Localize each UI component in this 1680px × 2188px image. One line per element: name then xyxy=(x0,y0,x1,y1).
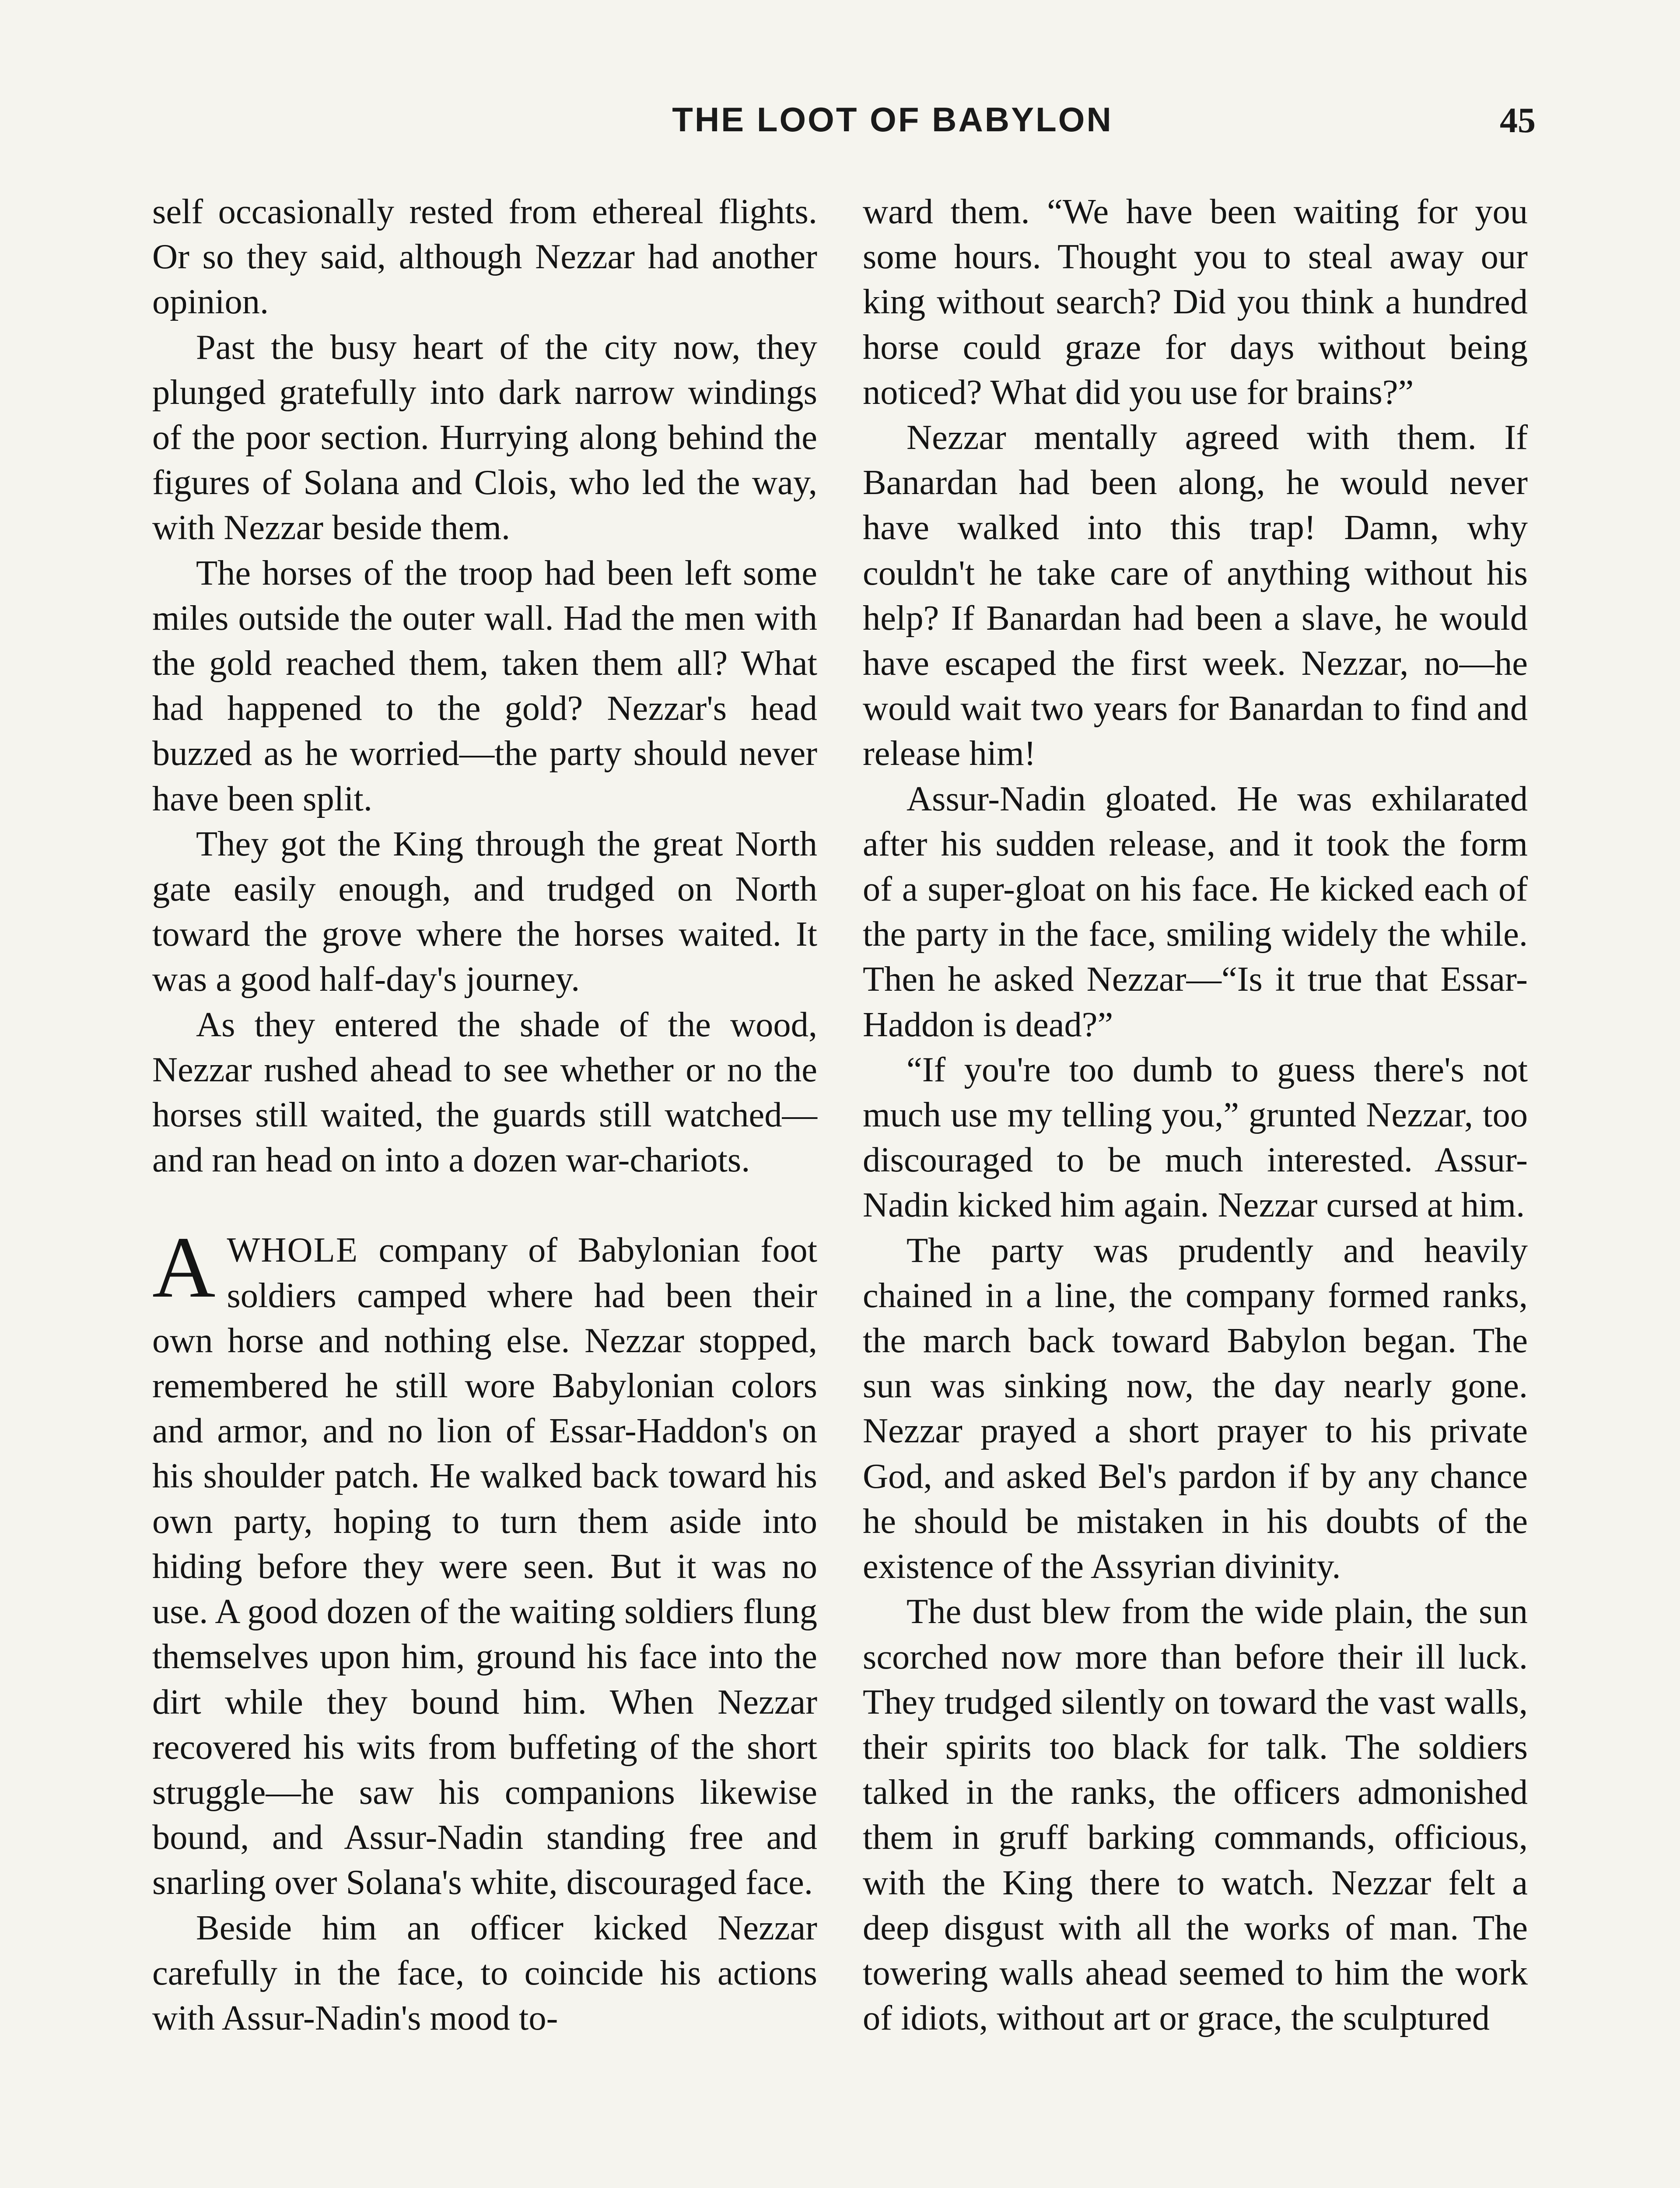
page-number: 45 xyxy=(1500,100,1536,140)
paragraph: The horses of the troop had been left some miles outside the outer wall. Had the men with the gold reached them, taken them all? What had happened to the gold? Nezzar's head buzzed as he worried—the party should never have been split. xyxy=(152,553,817,818)
paragraph: The party was prudently and heavily chained in a line, the company formed ranks, the march back toward Babylon began. The sun was sinking now, the day nearly gone. Nezzar prayed a short prayer to his private God, and asked Bel's pardon if by any chance he should be mistaken in his doubts of the existence of the Assyrian divinity. xyxy=(863,1231,1528,1586)
paragraph-text: company of Babylonian foot soldiers camped where had been their own horse and nothing else. Nezzar stopped, remembered he still wore Babylonian colors and armor, and no lion of Essar-Haddon's on his shoulder patch. He walked back toward his own party, hoping to turn them aside into hiding before they were seen. But it was no use. A good dozen of the waiting soldiers flung themselves upon him, ground his face into the dirt while they bound him. When Nezzar recovered his wits from buffeting of the short struggle—he saw his companions likewise bound, and Assur-Nadin standing free and snarling over Solana's white, discouraged face. xyxy=(152,1231,817,1902)
paragraph: “If you're too dumb to guess there's not much use my telling you,” grunted Nezzar, too discouraged to be much interested. Assur-Nadin kicked him again. Nezzar cursed at him. xyxy=(863,1050,1528,1225)
right-column xyxy=(863,189,1528,2041)
drop-cap: A xyxy=(152,1219,216,1316)
lead-in-caps: WHOLE xyxy=(227,1231,359,1270)
left-column xyxy=(152,189,817,2041)
drop-cap-paragraph xyxy=(152,1219,817,1905)
paragraph: As they entered the shade of the wood, Nezzar rushed ahead to see whether or no the horses still waited, the guards still watched—and ran head on into a dozen war-chariots. xyxy=(152,1005,817,1180)
paragraph: Beside him an officer kicked Nezzar carefully in the face, to coincide his actions with Assur-Nadin's mood to- xyxy=(152,1908,817,2037)
section-break xyxy=(152,1182,817,1227)
paragraph: ward them. “We have been waiting for you some hours. Thought you to steal away our king without search? Did you think a hundred horse could graze for days without being noticed? What did you use for brains?” xyxy=(863,192,1528,412)
paragraph: They got the King through the great North gate easily enough, and trudged on North toward the grove where the horses waited. It was a good half-day's journey. xyxy=(152,824,817,999)
running-title: THE LOOT OF BABYLON xyxy=(672,100,1113,139)
paragraph: Nezzar mentally agreed with them. If Banardan had been along, he would never have walked into this trap! Damn, why couldn't he take care of anything without his help? If Banardan had been a slave, he would have escaped the first week. Nezzar, no—he would wait two years for Banardan to find and release him! xyxy=(863,418,1528,773)
paragraph: The dust blew from the wide plain, the sun scorched now more than before their ill luck. They trudged silently on toward the vast walls, their spirits too black for talk. The soldiers talked in the ranks, the officers admonished them in gruff barking commands, officious, with the King there to watch. Nezzar felt a deep disgust with all the works of man. The towering walls ahead seemed to him the work of idiots, without art or grace, the sculptured xyxy=(863,1592,1528,2038)
paragraph: Assur-Nadin gloated. He was exhilarated after his sudden release, and it took the form of a super-gloat on his face. He kicked each of the party in the face, smiling widely the while. Then he asked Nezzar—“Is it true that Essar-Haddon is dead?” xyxy=(863,779,1528,1044)
paragraph: Past the busy heart of the city now, they plunged gratefully into dark narrow windings of the poor section. Hurrying along behind the figures of Solana and Clois, who led the way, with Nezzar beside them. xyxy=(152,327,817,547)
paragraph: self occasionally rested from ethereal flights. Or so they said, although Nezzar had another opinion. xyxy=(152,192,817,322)
